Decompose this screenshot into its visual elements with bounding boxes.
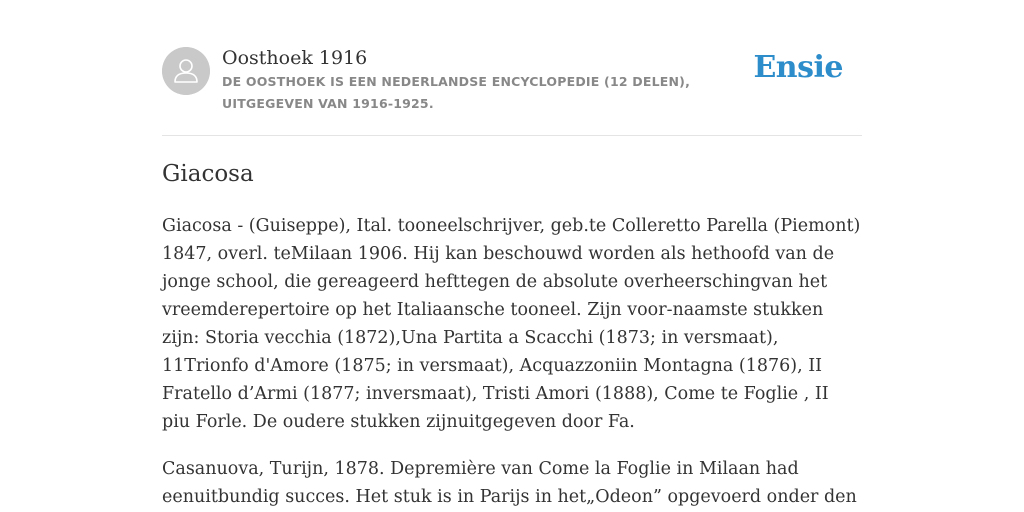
article-title: Giacosa (162, 161, 254, 187)
user-icon[interactable] (162, 47, 210, 95)
article-paragraph-1: Giacosa - (Guiseppe), Ital. tooneelschrijver, geb.te Colleretto Parella (Piemont) 1847, overl. teMilaan 1906. Hij kan beschouwd worden als hethoofd van de jonge school, die gereageerd hefttegen de absolute overheerschingvan het vreemderepertoire op het Italiaansche tooneel. Zijn voor-naamste stukken zijn: Storia vecchia (1872),Una Partita a Scacchi (1873; in versmaat), 11Trionfo d'Amore (1875; in versmaat), Acquazzoniin Montagna (1876), II Fratello d’Armi (1877; inversmaat), Tristi Amori (1888), Come te Foglie , II piu Forle. De oudere stukken zijnuitgegeven door Fa. (162, 216, 861, 432)
article-body (162, 212, 862, 512)
source-description: DE OOSTHOEK IS EEN NEDERLANDSE ENCYCLOPEDIE (12 DELEN), UITGEGEVEN VAN 1916-1925. (222, 74, 691, 111)
source-title-link[interactable]: Oosthoek 1916 (222, 47, 368, 69)
ensie-logo[interactable]: Ensie (753, 50, 843, 85)
divider (162, 135, 862, 136)
article-paragraph-2: Casanuova, Turijn, 1878. Depremière van Come la Foglie in Milaan had eenuitbundig succes. Het stuk is in Parijs in het„Odeon” opgevoerd onder den (162, 459, 857, 507)
source-header (162, 46, 862, 116)
